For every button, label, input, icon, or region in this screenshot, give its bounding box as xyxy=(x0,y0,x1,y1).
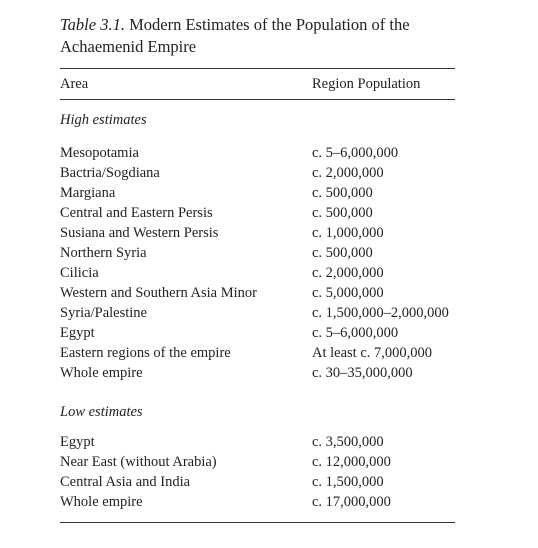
area-cell: Syria/Palestine xyxy=(60,305,147,321)
population-cell: c. 500,000 xyxy=(312,245,373,261)
area-cell: Near East (without Arabia) xyxy=(60,454,217,470)
area-cell: Bactria/Sogdiana xyxy=(60,165,160,181)
area-cell: Eastern regions of the empire xyxy=(60,345,231,361)
area-cell: Northern Syria xyxy=(60,245,147,261)
table-row xyxy=(60,243,455,263)
table-row xyxy=(60,472,455,492)
table-row xyxy=(60,263,455,283)
population-cell: c. 12,000,000 xyxy=(312,454,391,470)
table-row xyxy=(60,183,455,203)
table-number: Table 3.1. xyxy=(60,15,125,34)
area-cell: Whole empire xyxy=(60,365,143,381)
population-cell: c. 500,000 xyxy=(312,185,373,201)
table-row xyxy=(60,452,455,472)
area-cell: Egypt xyxy=(60,434,95,450)
table-row xyxy=(60,203,455,223)
table-row xyxy=(60,363,455,383)
area-cell: Mesopotamia xyxy=(60,145,139,161)
population-cell: c. 500,000 xyxy=(312,205,373,221)
header-population: Region Population xyxy=(312,76,421,92)
population-cell: c. 2,000,000 xyxy=(312,165,384,181)
table-row xyxy=(60,323,455,343)
population-cell: c. 5–6,000,000 xyxy=(312,325,399,341)
area-cell: Central and Eastern Persis xyxy=(60,205,213,221)
area-cell: Central Asia and India xyxy=(60,474,191,490)
area-cell: Egypt xyxy=(60,325,95,341)
table-row xyxy=(60,432,455,452)
table-row xyxy=(60,143,455,163)
table-row xyxy=(60,343,455,363)
area-cell: Whole empire xyxy=(60,494,143,510)
population-cell: c. 17,000,000 xyxy=(312,494,391,510)
table-row xyxy=(60,163,455,183)
section-title-high: High estimates xyxy=(60,112,147,128)
population-cell: c. 5,000,000 xyxy=(312,285,384,301)
population-cell: c. 1,500,000 xyxy=(312,474,384,490)
table-caption xyxy=(60,14,455,58)
table-title: Modern Estimates of the Population of the Achaemenid Empire xyxy=(60,15,410,56)
header-row xyxy=(60,69,455,99)
area-cell: Western and Southern Asia Minor xyxy=(60,285,257,301)
population-cell: c. 1,500,000–2,000,000 xyxy=(312,305,449,321)
table-row xyxy=(60,283,455,303)
population-cell: c. 3,500,000 xyxy=(312,434,384,450)
table-container xyxy=(60,14,455,523)
area-cell: Cilicia xyxy=(60,265,99,281)
population-cell: c. 30–35,000,000 xyxy=(312,365,413,381)
table-row xyxy=(60,303,455,323)
area-cell: Margiana xyxy=(60,185,116,201)
bottom-rule xyxy=(60,522,455,523)
population-cell: c. 5–6,000,000 xyxy=(312,145,399,161)
population-cell: At least c. 7,000,000 xyxy=(312,345,433,361)
population-cell: c. 1,000,000 xyxy=(312,225,384,241)
table-row xyxy=(60,492,455,512)
table-row xyxy=(60,223,455,243)
section-title-low: Low estimates xyxy=(60,404,143,420)
population-cell: c. 2,000,000 xyxy=(312,265,384,281)
area-cell: Susiana and Western Persis xyxy=(60,225,219,241)
header-area: Area xyxy=(60,76,89,92)
high-estimates-rows xyxy=(60,143,455,383)
low-estimates-rows xyxy=(60,432,455,512)
